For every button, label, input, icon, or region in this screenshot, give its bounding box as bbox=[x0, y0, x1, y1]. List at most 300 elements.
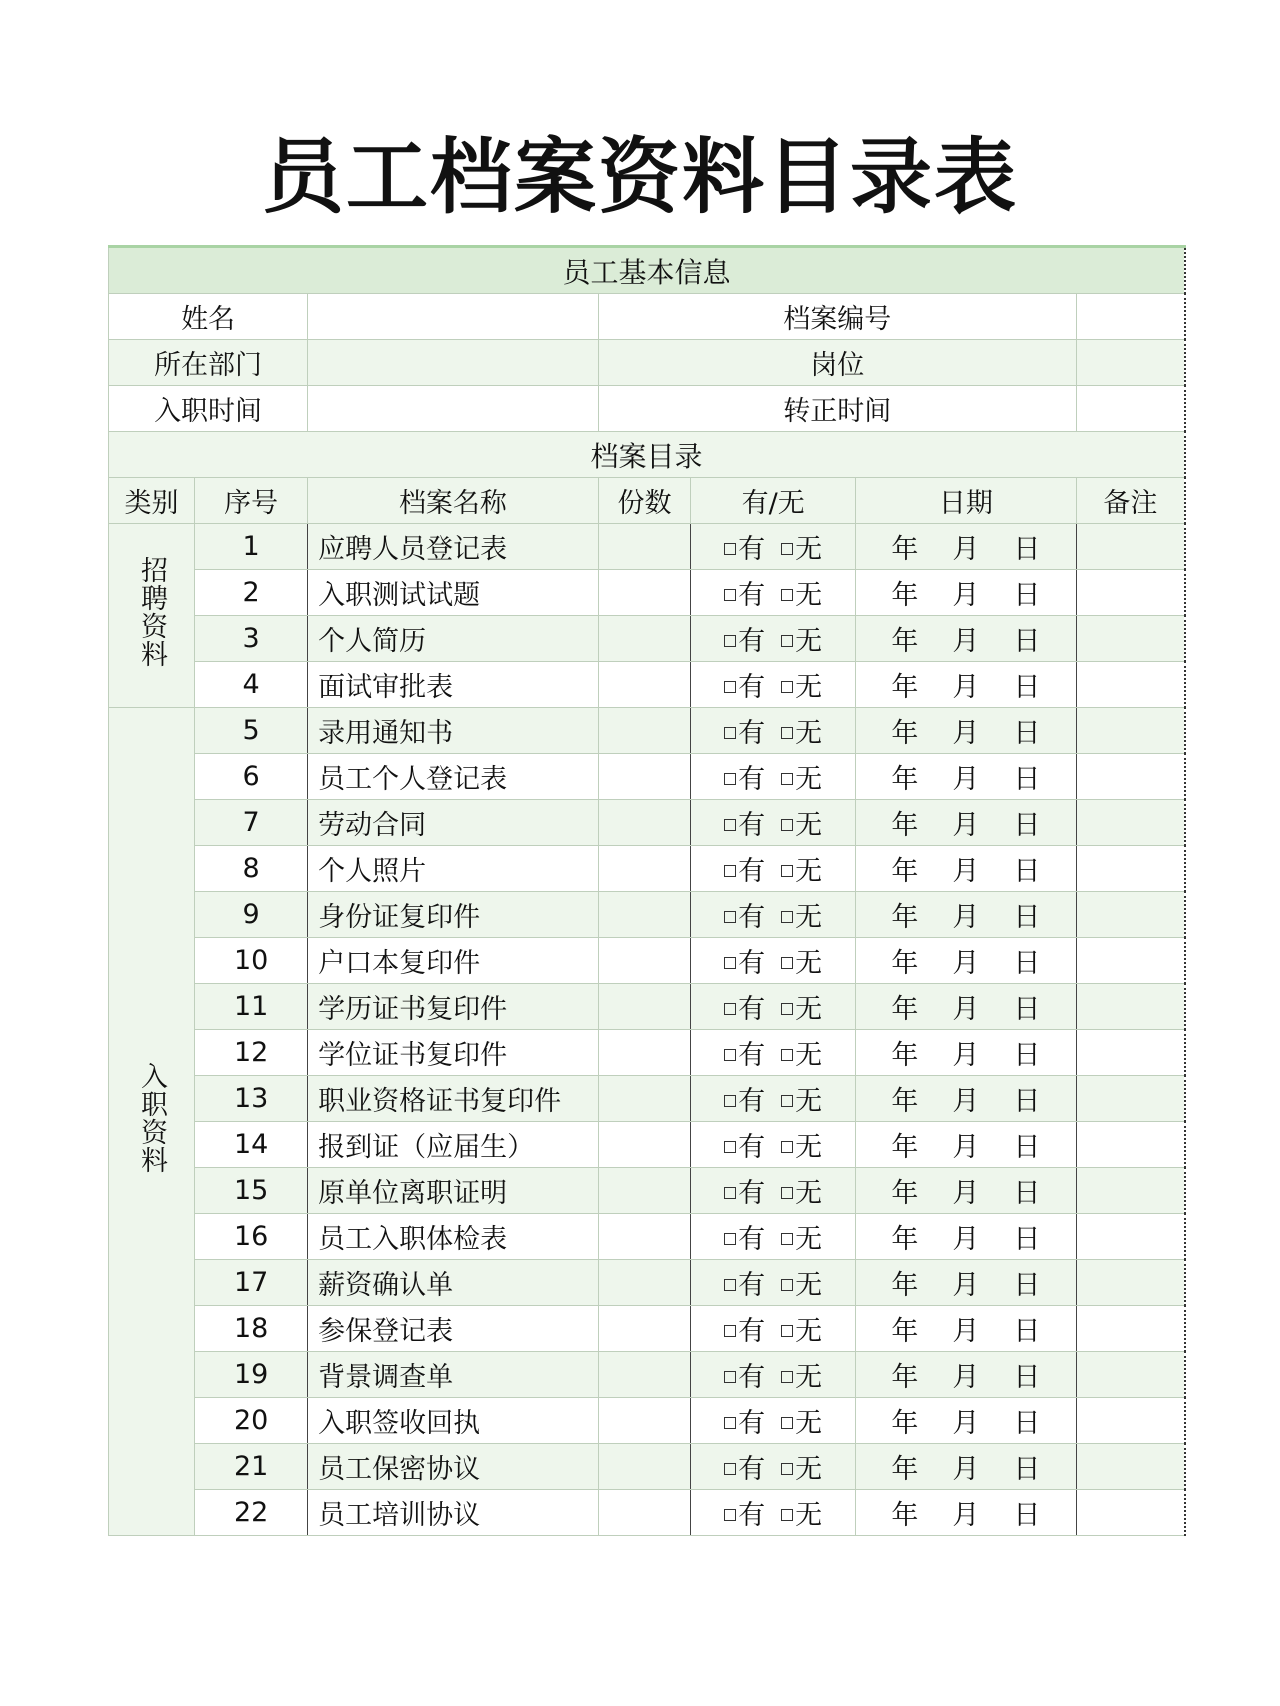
date-year-label: 年 bbox=[891, 1178, 919, 1209]
table-row bbox=[109, 1168, 1186, 1214]
catalog-section-title: 档案目录 bbox=[109, 432, 1186, 478]
table-row bbox=[109, 1444, 1186, 1490]
file-name-cell: 个人简历 bbox=[308, 616, 599, 662]
yes-label: 有 bbox=[738, 534, 766, 565]
yes-checkbox[interactable] bbox=[724, 1463, 736, 1475]
file-name-cell: 面试审批表 bbox=[308, 662, 599, 708]
date-day-label: 日 bbox=[1013, 1316, 1041, 1347]
no-label: 无 bbox=[795, 672, 823, 703]
date-day-label: 日 bbox=[1013, 1224, 1041, 1255]
date-cell[interactable] bbox=[856, 1444, 1077, 1490]
date-cell[interactable] bbox=[856, 1306, 1077, 1352]
date-year-label: 年 bbox=[891, 1224, 919, 1255]
yes-label: 有 bbox=[738, 948, 766, 979]
no-checkbox[interactable] bbox=[781, 773, 793, 785]
file-name-cell: 身份证复印件 bbox=[308, 892, 599, 938]
remarks-field[interactable] bbox=[1076, 1352, 1185, 1398]
yes-label: 有 bbox=[738, 994, 766, 1025]
date-year-label: 年 bbox=[891, 994, 919, 1025]
date-day-label: 日 bbox=[1013, 534, 1041, 565]
seq-cell: 8 bbox=[195, 846, 308, 892]
remarks-field[interactable] bbox=[1076, 800, 1185, 846]
file-name-cell: 应聘人员登记表 bbox=[308, 524, 599, 570]
date-month-label: 月 bbox=[952, 1270, 980, 1301]
header-yes-no: 有/无 bbox=[691, 478, 856, 524]
copies-field[interactable] bbox=[598, 616, 691, 662]
no-checkbox[interactable] bbox=[781, 1279, 793, 1291]
no-label: 无 bbox=[795, 1178, 823, 1209]
no-label: 无 bbox=[795, 1362, 823, 1393]
yes-no-cell bbox=[691, 800, 856, 846]
remarks-field[interactable] bbox=[1076, 662, 1185, 708]
date-day-label: 日 bbox=[1013, 1086, 1041, 1117]
file-name-cell: 录用通知书 bbox=[308, 708, 599, 754]
date-day-label: 日 bbox=[1013, 948, 1041, 979]
copies-field[interactable] bbox=[598, 1030, 691, 1076]
yes-checkbox[interactable] bbox=[724, 1049, 736, 1061]
no-label: 无 bbox=[795, 1270, 823, 1301]
file-name-cell: 薪资确认单 bbox=[308, 1260, 599, 1306]
yes-label: 有 bbox=[738, 902, 766, 933]
remarks-field[interactable] bbox=[1076, 1122, 1185, 1168]
date-day-label: 日 bbox=[1013, 1270, 1041, 1301]
seq-cell: 6 bbox=[195, 754, 308, 800]
yes-checkbox[interactable] bbox=[724, 957, 736, 969]
table-row bbox=[109, 1214, 1186, 1260]
seq-cell: 3 bbox=[195, 616, 308, 662]
copies-field[interactable] bbox=[598, 1214, 691, 1260]
regularization-date-label: 转正时间 bbox=[598, 386, 1076, 432]
seq-cell: 22 bbox=[195, 1490, 308, 1536]
date-day-label: 日 bbox=[1013, 1454, 1041, 1485]
date-month-label: 月 bbox=[952, 718, 980, 749]
file-name-cell: 员工入职体检表 bbox=[308, 1214, 599, 1260]
date-year-label: 年 bbox=[891, 1500, 919, 1531]
date-month-label: 月 bbox=[952, 1040, 980, 1071]
table-row bbox=[109, 662, 1186, 708]
yes-checkbox[interactable] bbox=[724, 1233, 736, 1245]
yes-checkbox[interactable] bbox=[724, 1325, 736, 1337]
copies-field[interactable] bbox=[598, 846, 691, 892]
remarks-field[interactable] bbox=[1076, 1168, 1185, 1214]
yes-no-cell bbox=[691, 1122, 856, 1168]
seq-cell: 17 bbox=[195, 1260, 308, 1306]
yes-no-cell bbox=[691, 570, 856, 616]
date-day-label: 日 bbox=[1013, 672, 1041, 703]
copies-field[interactable] bbox=[598, 524, 691, 570]
seq-cell: 4 bbox=[195, 662, 308, 708]
date-cell[interactable] bbox=[856, 1122, 1077, 1168]
date-day-label: 日 bbox=[1013, 1132, 1041, 1163]
remarks-field[interactable] bbox=[1076, 938, 1185, 984]
copies-field[interactable] bbox=[598, 1444, 691, 1490]
copies-field[interactable] bbox=[598, 1122, 691, 1168]
date-year-label: 年 bbox=[891, 764, 919, 795]
table-row bbox=[109, 892, 1186, 938]
remarks-field[interactable] bbox=[1076, 1214, 1185, 1260]
yes-label: 有 bbox=[738, 1316, 766, 1347]
date-day-label: 日 bbox=[1013, 856, 1041, 887]
regularization-date-field[interactable] bbox=[1076, 386, 1185, 432]
date-cell[interactable] bbox=[856, 524, 1077, 570]
copies-field[interactable] bbox=[598, 1306, 691, 1352]
date-day-label: 日 bbox=[1013, 626, 1041, 657]
date-month-label: 月 bbox=[952, 626, 980, 657]
date-cell[interactable] bbox=[856, 1260, 1077, 1306]
no-label: 无 bbox=[795, 1224, 823, 1255]
date-cell[interactable] bbox=[856, 984, 1077, 1030]
date-day-label: 日 bbox=[1013, 580, 1041, 611]
yes-label: 有 bbox=[738, 718, 766, 749]
yes-checkbox[interactable] bbox=[724, 1371, 736, 1383]
copies-field[interactable] bbox=[598, 662, 691, 708]
table-row bbox=[109, 984, 1186, 1030]
remarks-field[interactable] bbox=[1076, 1444, 1185, 1490]
remarks-field[interactable] bbox=[1076, 984, 1185, 1030]
date-month-label: 月 bbox=[952, 948, 980, 979]
copies-field[interactable] bbox=[598, 800, 691, 846]
file-name-cell: 劳动合同 bbox=[308, 800, 599, 846]
department-label: 所在部门 bbox=[109, 340, 308, 386]
no-checkbox[interactable] bbox=[781, 911, 793, 923]
yes-label: 有 bbox=[738, 1040, 766, 1071]
date-year-label: 年 bbox=[891, 1362, 919, 1393]
no-checkbox[interactable] bbox=[781, 1463, 793, 1475]
header-category: 类别 bbox=[109, 478, 195, 524]
position-field[interactable] bbox=[1076, 340, 1185, 386]
date-cell[interactable] bbox=[856, 616, 1077, 662]
archive-table bbox=[108, 245, 1186, 1536]
yes-label: 有 bbox=[738, 1132, 766, 1163]
date-cell[interactable] bbox=[856, 892, 1077, 938]
yes-no-cell bbox=[691, 846, 856, 892]
seq-cell: 19 bbox=[195, 1352, 308, 1398]
header-date: 日期 bbox=[856, 478, 1077, 524]
yes-checkbox[interactable] bbox=[724, 635, 736, 647]
no-label: 无 bbox=[795, 1316, 823, 1347]
no-checkbox[interactable] bbox=[781, 957, 793, 969]
yes-label: 有 bbox=[738, 764, 766, 795]
position-label: 岗位 bbox=[598, 340, 1076, 386]
remarks-field[interactable] bbox=[1076, 846, 1185, 892]
date-cell[interactable] bbox=[856, 1490, 1077, 1536]
table-row bbox=[109, 1398, 1186, 1444]
date-cell[interactable] bbox=[856, 800, 1077, 846]
date-day-label: 日 bbox=[1013, 902, 1041, 933]
date-day-label: 日 bbox=[1013, 1500, 1041, 1531]
seq-cell: 2 bbox=[195, 570, 308, 616]
no-checkbox[interactable] bbox=[781, 635, 793, 647]
seq-cell: 13 bbox=[195, 1076, 308, 1122]
date-year-label: 年 bbox=[891, 948, 919, 979]
date-year-label: 年 bbox=[891, 856, 919, 887]
date-cell[interactable] bbox=[856, 754, 1077, 800]
yes-label: 有 bbox=[738, 1362, 766, 1393]
date-day-label: 日 bbox=[1013, 1408, 1041, 1439]
date-cell[interactable] bbox=[856, 1076, 1077, 1122]
date-cell[interactable] bbox=[856, 1168, 1077, 1214]
no-label: 无 bbox=[795, 856, 823, 887]
seq-cell: 1 bbox=[195, 524, 308, 570]
no-checkbox[interactable] bbox=[781, 865, 793, 877]
copies-field[interactable] bbox=[598, 1352, 691, 1398]
date-cell[interactable] bbox=[856, 708, 1077, 754]
yes-no-cell bbox=[691, 754, 856, 800]
date-month-label: 月 bbox=[952, 672, 980, 703]
date-cell[interactable] bbox=[856, 662, 1077, 708]
table-row bbox=[109, 754, 1186, 800]
yes-checkbox[interactable] bbox=[724, 1509, 736, 1521]
yes-checkbox[interactable] bbox=[724, 1417, 736, 1429]
file-name-cell: 个人照片 bbox=[308, 846, 599, 892]
yes-no-cell bbox=[691, 1214, 856, 1260]
remarks-field[interactable] bbox=[1076, 524, 1185, 570]
yes-no-cell bbox=[691, 1168, 856, 1214]
yes-checkbox[interactable] bbox=[724, 1141, 736, 1153]
yes-checkbox[interactable] bbox=[724, 773, 736, 785]
no-label: 无 bbox=[795, 948, 823, 979]
yes-checkbox[interactable] bbox=[724, 589, 736, 601]
name-label: 姓名 bbox=[109, 294, 308, 340]
date-month-label: 月 bbox=[952, 1454, 980, 1485]
remarks-field[interactable] bbox=[1076, 754, 1185, 800]
table-row bbox=[109, 570, 1186, 616]
date-month-label: 月 bbox=[952, 856, 980, 887]
hire-date-label: 入职时间 bbox=[109, 386, 308, 432]
date-year-label: 年 bbox=[891, 1316, 919, 1347]
remarks-field[interactable] bbox=[1076, 1260, 1185, 1306]
remarks-field[interactable] bbox=[1076, 892, 1185, 938]
no-label: 无 bbox=[795, 1132, 823, 1163]
copies-field[interactable] bbox=[598, 1490, 691, 1536]
category-label: 入职资料 bbox=[136, 1062, 168, 1174]
date-year-label: 年 bbox=[891, 580, 919, 611]
basic-info-section-title: 员工基本信息 bbox=[109, 247, 1186, 294]
file-name-cell: 职业资格证书复印件 bbox=[308, 1076, 599, 1122]
yes-checkbox[interactable] bbox=[724, 543, 736, 555]
no-checkbox[interactable] bbox=[781, 1325, 793, 1337]
remarks-field[interactable] bbox=[1076, 1306, 1185, 1352]
date-year-label: 年 bbox=[891, 626, 919, 657]
header-remarks: 备注 bbox=[1076, 478, 1185, 524]
no-checkbox[interactable] bbox=[781, 1003, 793, 1015]
file-name-cell: 参保登记表 bbox=[308, 1306, 599, 1352]
yes-label: 有 bbox=[738, 580, 766, 611]
no-checkbox[interactable] bbox=[781, 681, 793, 693]
seq-cell: 14 bbox=[195, 1122, 308, 1168]
yes-no-cell bbox=[691, 708, 856, 754]
no-checkbox[interactable] bbox=[781, 543, 793, 555]
no-checkbox[interactable] bbox=[781, 1095, 793, 1107]
date-year-label: 年 bbox=[891, 1132, 919, 1163]
yes-no-cell bbox=[691, 662, 856, 708]
copies-field[interactable] bbox=[598, 570, 691, 616]
yes-label: 有 bbox=[738, 1270, 766, 1301]
archive-number-label: 档案编号 bbox=[598, 294, 1076, 340]
no-checkbox[interactable] bbox=[781, 1187, 793, 1199]
table-row bbox=[109, 1352, 1186, 1398]
remarks-field[interactable] bbox=[1076, 708, 1185, 754]
yes-checkbox[interactable] bbox=[724, 1095, 736, 1107]
copies-field[interactable] bbox=[598, 1076, 691, 1122]
date-year-label: 年 bbox=[891, 672, 919, 703]
table-row bbox=[109, 846, 1186, 892]
file-name-cell: 入职测试试题 bbox=[308, 570, 599, 616]
no-checkbox[interactable] bbox=[781, 1233, 793, 1245]
yes-no-cell bbox=[691, 938, 856, 984]
remarks-field[interactable] bbox=[1076, 1398, 1185, 1444]
table-row bbox=[109, 938, 1186, 984]
yes-no-cell bbox=[691, 984, 856, 1030]
no-label: 无 bbox=[795, 810, 823, 841]
seq-cell: 11 bbox=[195, 984, 308, 1030]
date-month-label: 月 bbox=[952, 1224, 980, 1255]
file-name-cell: 员工培训协议 bbox=[308, 1490, 599, 1536]
file-name-cell: 报到证（应届生） bbox=[308, 1122, 599, 1168]
header-copies: 份数 bbox=[598, 478, 691, 524]
copies-field[interactable] bbox=[598, 984, 691, 1030]
department-field[interactable] bbox=[308, 340, 599, 386]
date-month-label: 月 bbox=[952, 1086, 980, 1117]
no-label: 无 bbox=[795, 1408, 823, 1439]
yes-checkbox[interactable] bbox=[724, 865, 736, 877]
yes-checkbox[interactable] bbox=[724, 911, 736, 923]
no-label: 无 bbox=[795, 534, 823, 565]
no-label: 无 bbox=[795, 764, 823, 795]
yes-label: 有 bbox=[738, 1178, 766, 1209]
yes-checkbox[interactable] bbox=[724, 819, 736, 831]
seq-cell: 16 bbox=[195, 1214, 308, 1260]
yes-label: 有 bbox=[738, 1500, 766, 1531]
no-checkbox[interactable] bbox=[781, 819, 793, 831]
date-cell[interactable] bbox=[856, 1352, 1077, 1398]
yes-label: 有 bbox=[738, 1086, 766, 1117]
no-label: 无 bbox=[795, 1454, 823, 1485]
date-cell[interactable] bbox=[856, 1214, 1077, 1260]
yes-label: 有 bbox=[738, 672, 766, 703]
no-checkbox[interactable] bbox=[781, 727, 793, 739]
yes-checkbox[interactable] bbox=[724, 1003, 736, 1015]
table-row bbox=[109, 616, 1186, 662]
date-month-label: 月 bbox=[952, 580, 980, 611]
no-checkbox[interactable] bbox=[781, 1509, 793, 1521]
name-field[interactable] bbox=[308, 294, 599, 340]
date-day-label: 日 bbox=[1013, 994, 1041, 1025]
date-year-label: 年 bbox=[891, 810, 919, 841]
header-file-name: 档案名称 bbox=[308, 478, 599, 524]
no-checkbox[interactable] bbox=[781, 1371, 793, 1383]
copies-field[interactable] bbox=[598, 708, 691, 754]
no-checkbox[interactable] bbox=[781, 1417, 793, 1429]
page-title: 员工档案资料目录表 bbox=[261, 130, 1018, 225]
seq-cell: 10 bbox=[195, 938, 308, 984]
date-cell[interactable] bbox=[856, 570, 1077, 616]
yes-no-cell bbox=[691, 1352, 856, 1398]
remarks-field[interactable] bbox=[1076, 616, 1185, 662]
yes-checkbox[interactable] bbox=[724, 1279, 736, 1291]
no-checkbox[interactable] bbox=[781, 1049, 793, 1061]
table-row bbox=[109, 1030, 1186, 1076]
yes-no-cell bbox=[691, 892, 856, 938]
table-row bbox=[109, 1076, 1186, 1122]
header-seq: 序号 bbox=[195, 478, 308, 524]
date-cell[interactable] bbox=[856, 1030, 1077, 1076]
yes-checkbox[interactable] bbox=[724, 1187, 736, 1199]
yes-no-cell bbox=[691, 1260, 856, 1306]
date-month-label: 月 bbox=[952, 1132, 980, 1163]
category-cell bbox=[109, 708, 195, 1536]
date-cell[interactable] bbox=[856, 938, 1077, 984]
no-label: 无 bbox=[795, 1500, 823, 1531]
date-month-label: 月 bbox=[952, 1362, 980, 1393]
date-day-label: 日 bbox=[1013, 1040, 1041, 1071]
yes-checkbox[interactable] bbox=[724, 681, 736, 693]
date-cell[interactable] bbox=[856, 1398, 1077, 1444]
no-label: 无 bbox=[795, 626, 823, 657]
file-name-cell: 学历证书复印件 bbox=[308, 984, 599, 1030]
remarks-field[interactable] bbox=[1076, 1076, 1185, 1122]
no-checkbox[interactable] bbox=[781, 1141, 793, 1153]
remarks-field[interactable] bbox=[1076, 1030, 1185, 1076]
copies-field[interactable] bbox=[598, 754, 691, 800]
archive-number-field[interactable] bbox=[1076, 294, 1185, 340]
yes-checkbox[interactable] bbox=[724, 727, 736, 739]
file-name-cell: 户口本复印件 bbox=[308, 938, 599, 984]
hire-date-field[interactable] bbox=[308, 386, 599, 432]
date-month-label: 月 bbox=[952, 994, 980, 1025]
date-year-label: 年 bbox=[891, 534, 919, 565]
seq-cell: 9 bbox=[195, 892, 308, 938]
category-cell bbox=[109, 524, 195, 708]
seq-cell: 18 bbox=[195, 1306, 308, 1352]
yes-no-cell bbox=[691, 1444, 856, 1490]
table-row bbox=[109, 800, 1186, 846]
date-month-label: 月 bbox=[952, 1408, 980, 1439]
yes-label: 有 bbox=[738, 1408, 766, 1439]
seq-cell: 15 bbox=[195, 1168, 308, 1214]
table-row bbox=[109, 1122, 1186, 1168]
file-name-cell: 背景调查单 bbox=[308, 1352, 599, 1398]
seq-cell: 12 bbox=[195, 1030, 308, 1076]
remarks-field[interactable] bbox=[1076, 570, 1185, 616]
date-month-label: 月 bbox=[952, 534, 980, 565]
date-year-label: 年 bbox=[891, 1454, 919, 1485]
date-day-label: 日 bbox=[1013, 1178, 1041, 1209]
no-checkbox[interactable] bbox=[781, 589, 793, 601]
copies-field[interactable] bbox=[598, 1168, 691, 1214]
date-year-label: 年 bbox=[891, 902, 919, 933]
copies-field[interactable] bbox=[598, 1398, 691, 1444]
date-year-label: 年 bbox=[891, 1408, 919, 1439]
yes-no-cell bbox=[691, 1306, 856, 1352]
file-name-cell: 员工保密协议 bbox=[308, 1444, 599, 1490]
copies-field[interactable] bbox=[598, 892, 691, 938]
yes-label: 有 bbox=[738, 856, 766, 887]
no-label: 无 bbox=[795, 1040, 823, 1071]
date-year-label: 年 bbox=[891, 1040, 919, 1071]
date-day-label: 日 bbox=[1013, 1362, 1041, 1393]
copies-field[interactable] bbox=[598, 938, 691, 984]
yes-no-cell bbox=[691, 616, 856, 662]
table-row bbox=[109, 1260, 1186, 1306]
remarks-field[interactable] bbox=[1076, 1490, 1185, 1536]
date-cell[interactable] bbox=[856, 846, 1077, 892]
copies-field[interactable] bbox=[598, 1260, 691, 1306]
no-label: 无 bbox=[795, 902, 823, 933]
seq-cell: 5 bbox=[195, 708, 308, 754]
file-name-cell: 员工个人登记表 bbox=[308, 754, 599, 800]
no-label: 无 bbox=[795, 1086, 823, 1117]
